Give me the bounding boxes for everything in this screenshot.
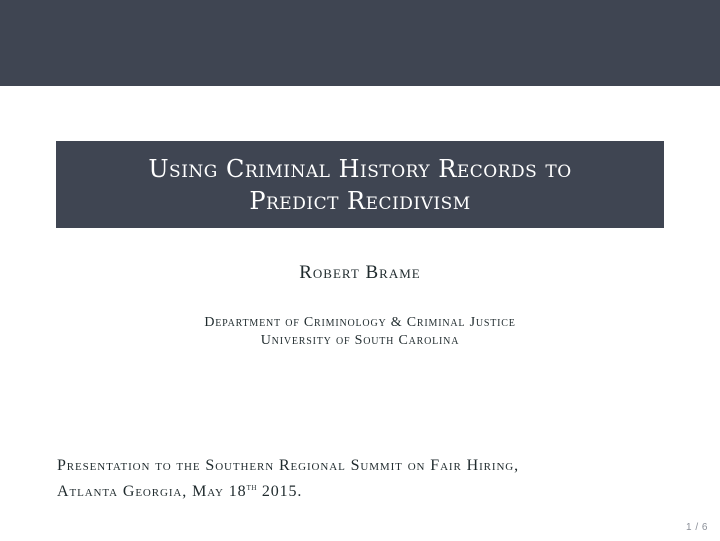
- page-number: 1 / 6: [686, 522, 708, 533]
- presentation-note: [57, 455, 677, 503]
- header-bar: [0, 0, 720, 86]
- presentation-line-2: [57, 477, 677, 503]
- date-ordinal-suffix: th: [246, 482, 257, 493]
- title-block: [56, 141, 664, 228]
- affiliation-department: Department of Criminology & Criminal Justice: [204, 315, 516, 330]
- presentation-date-prefix: Atlanta Georgia, May 18: [57, 483, 247, 500]
- title-line-1: Using Criminal History Records to: [148, 154, 572, 183]
- presentation-date-suffix: 2015.: [256, 483, 303, 500]
- presentation-line-1: Presentation to the Southern Regional Summit on Fair Hiring,: [57, 457, 520, 474]
- title-line-2: Predict Recidivism: [249, 186, 471, 215]
- affiliation-university: University of South Carolina: [260, 333, 460, 348]
- author-name: Robert Brame: [299, 262, 421, 283]
